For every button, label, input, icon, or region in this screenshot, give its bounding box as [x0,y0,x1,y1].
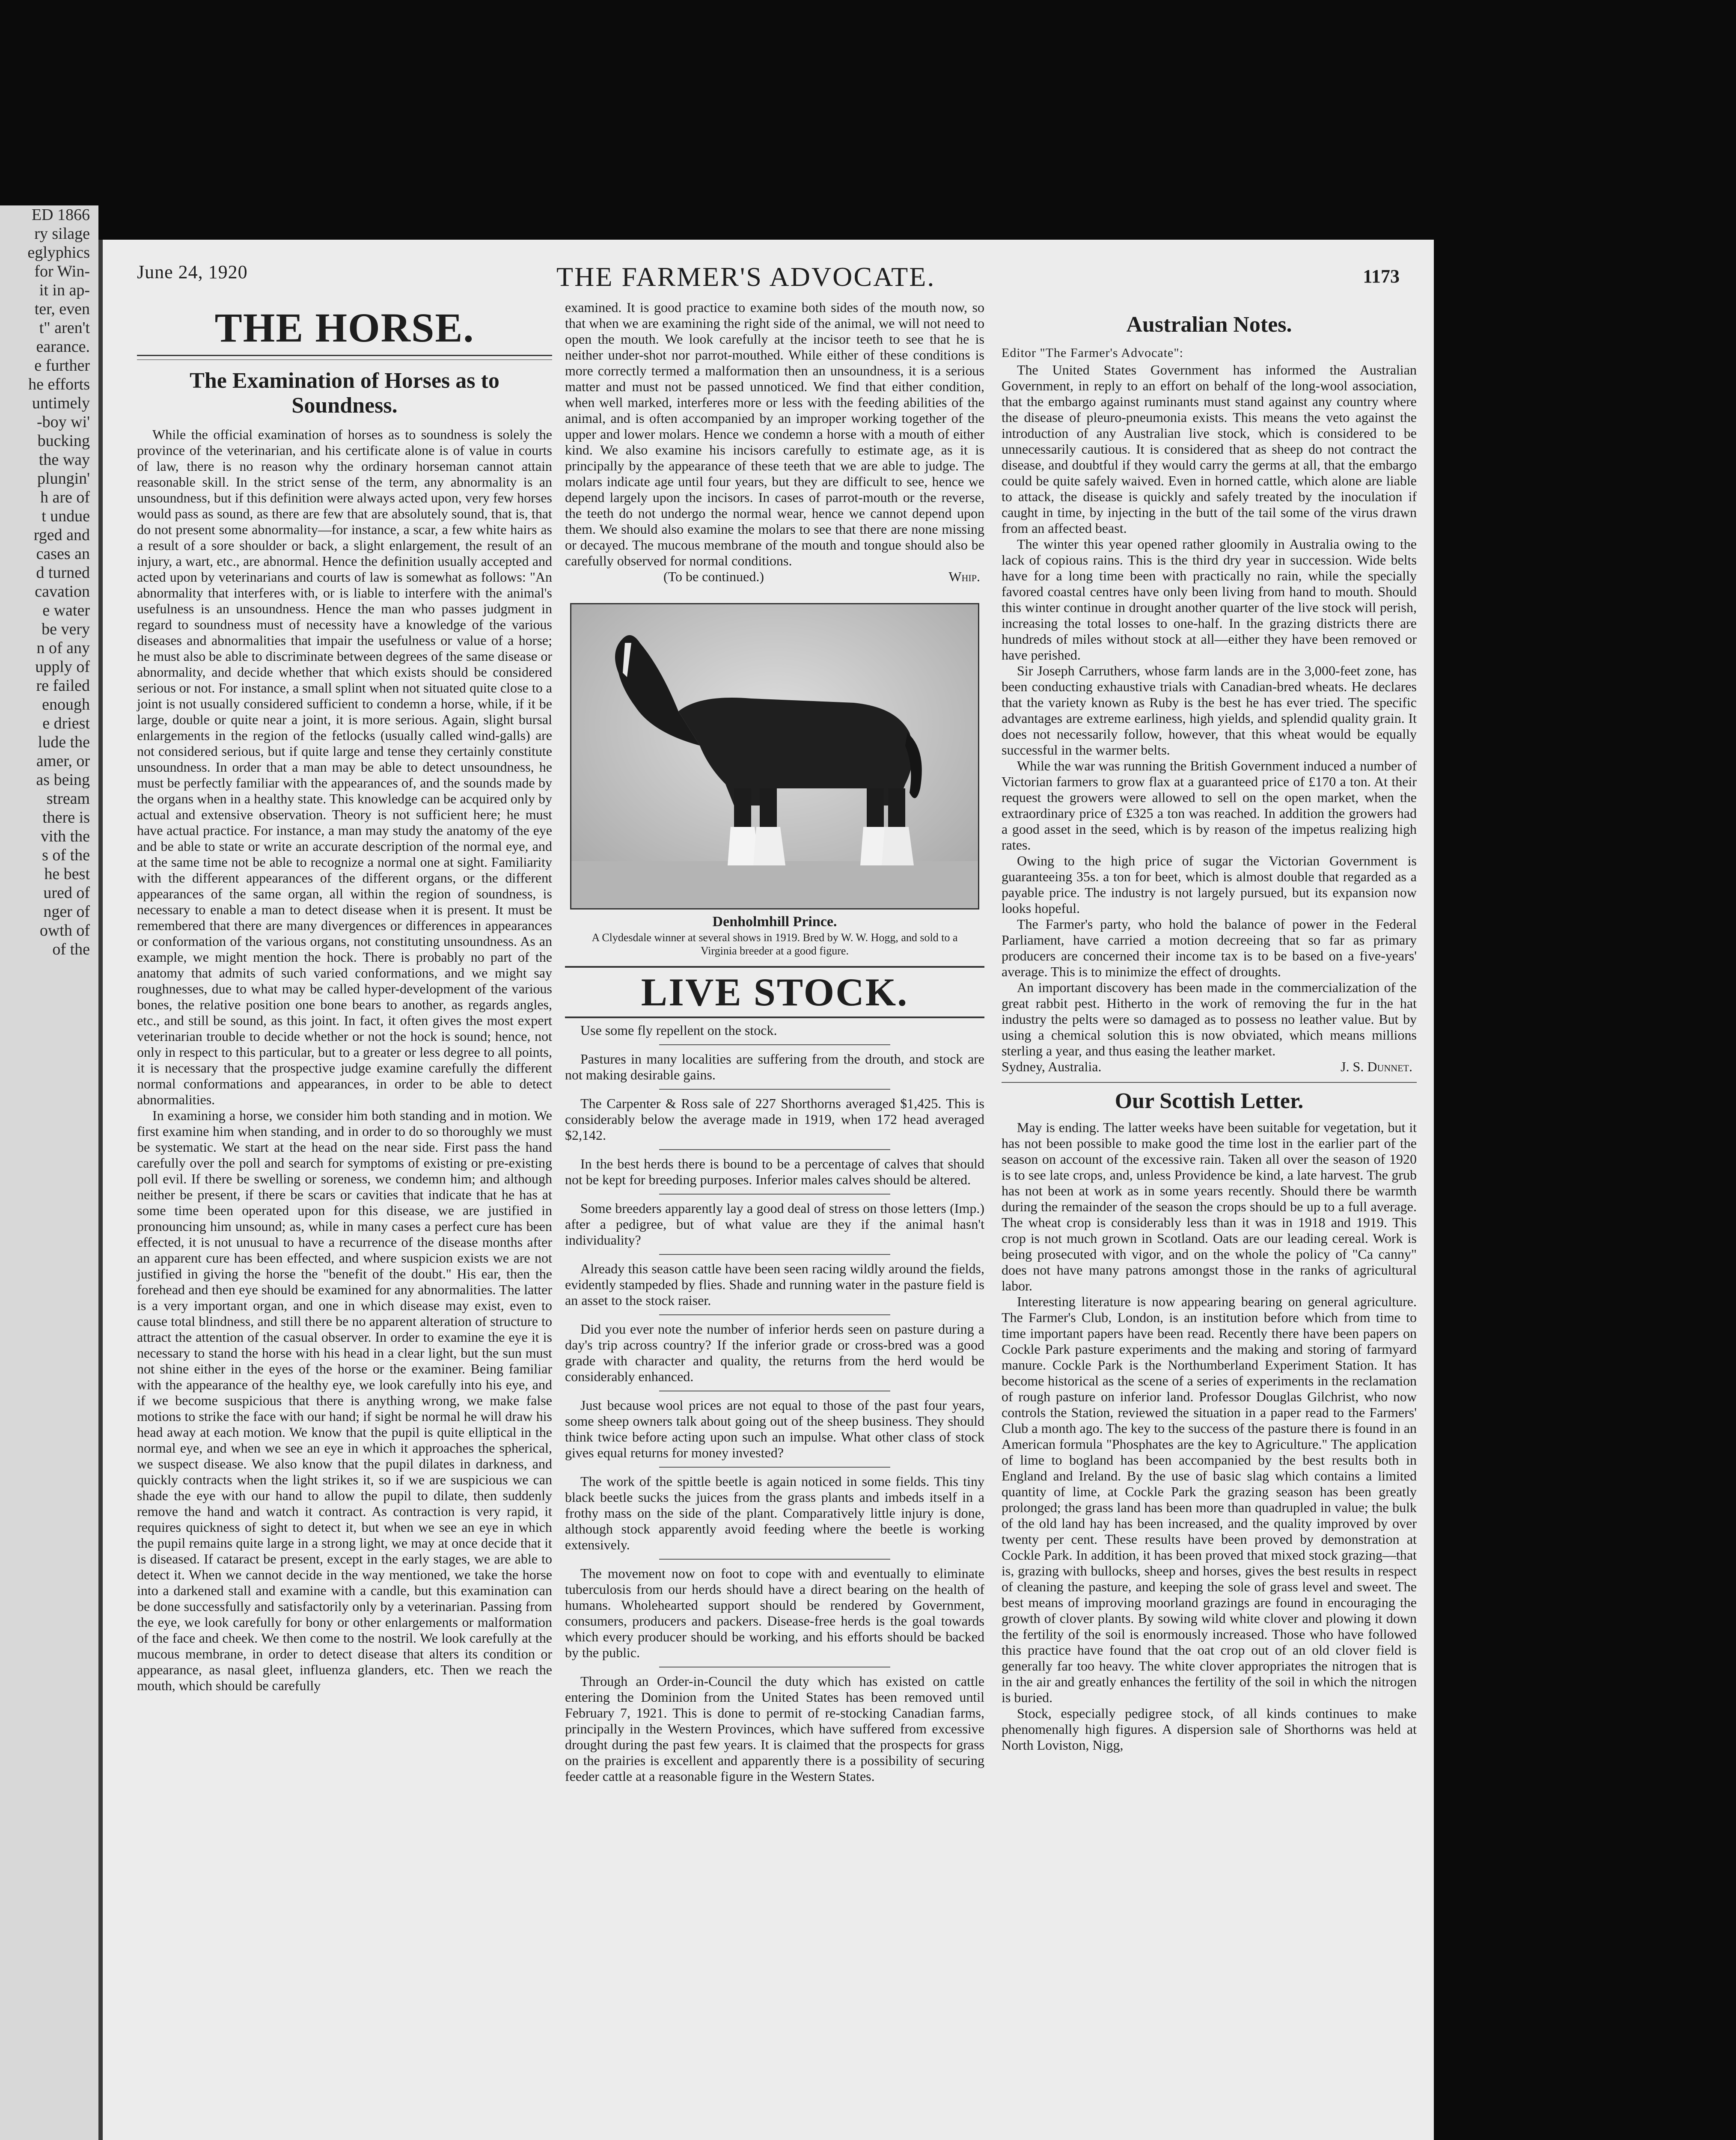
facing-page-fragment: -boy wi' [36,413,90,431]
facing-page-fragment: t" aren't [39,319,90,337]
facing-page-fragment: bucking [37,432,90,450]
facing-page-fragment: it in ap- [39,281,90,299]
facing-page-fragment: for Win- [34,262,90,280]
facing-page-fragment: h are of [40,488,90,506]
facing-page-fragment: nger of [43,903,90,921]
article-paragraph: The winter this year opened rather gloomily in Australia owing to the lack of copious rains. This is the third dry year in succession. Wide belts have for a long time been with practically no rain, while the specially favored coastal centres have only been living from hand to mouth. Should this winter continue in drought another quarter of the live stock will perish, increasing the total losses to one-half. In the grazing districts there are hundreds of miles without stock at all—either they have been removed or have perished. [1002,536,1417,663]
column-3 [1002,312,1417,1753]
divider [137,355,552,356]
facing-page-fragment: e driest [42,714,90,732]
facing-page-fragment: ter, even [34,300,90,318]
facing-page-fragment: t undue [42,507,90,525]
column-1 [137,304,552,1694]
article-paragraph: In examining a horse, we consider him both standing and in motion. We first examine him when standing, and in order to do so thoroughly we must be systematic. We start at the head on the near side. First pass the hand carefully over the poll and search for symptoms of existing or pre-existing poll evil. If there be swelling or soreness, we condemn him; and although neither be present, if there be scars or cavities that indicate that he has at some time been operated upon for this disease, we are justified in pronouncing him unsound; as, while in many cases a perfect cure has been effected, it is not unusual to have a recurrence of the disease months after an apparent cure has been effected, and where suspicion exists we are not justified in giving the horse the "benefit of the doubt." His ear, then the forehead and then eye should be examined for any abnormalities. The latter is a very important organ, and one in which disease may exist, even to cause total blindness, and still there be no apparent alteration of structure to attract the attention of the casual observer. In order to examine the eye it is necessary to stand the horse with his head in a clear light, but the sun must not shine either in the eyes of the horse or the examiner. Being familiar with the appearance of the healthy eye, we look carefully into his eye, and if we become suspicious that there is anything wrong, we make false motions to strike the face with our hand; if sight be normal he will draw his head away at each motion. We know that the pupil is quite elliptical in the normal eye, and when we see an eye in which it approaches the spherical, we suspect disease. We also know that the pupil dilates in darkness, and quickly contracts when the light strikes it, so if we are suspicious we can shade the eye with our hand to allow the pupil to dilate, then suddenly remove the hand and watch it contract. As contraction is very rapid, it requires quickness of sight to detect it, but when we see an eye in which the pupil remains quite large in a strong light, we may at once decide that it is diseased. If cataract be present, except in the early stages, we are able to detect it. When we cannot decide in the way mentioned, we take the horse into a darkened stall and examine with a candle, but this examination can be done successfully and satisfactorily only by a veterinarian. Passing from the eye, we look carefully for bony or other enlargements or malformation of the face and cheek. We then come to the nostril. We look carefully at the mucous membrane, in order to detect disease that alters its condition or appearance, as nasal gleet, influenza glanders, etc. Then we reach the mouth, which should be carefully [137,1108,552,1693]
article-paragraph: While the official examination of horses as to soundness is solely the province of the veterinarian, and his certificate alone is of value in courts of law, there is no reason why the ordinary horseman cannot attain reasonable skill. In the strict sense of the term, any abnormality is an unsoundness, but if this definition were always acted upon, very few horses would pass as sound, as there are few that are absolutely sound, that is, that do not present some abnormality—for instance, a scar, a few white hairs as a result of a sore shoulder or back, a slight enlargement, the result of an injury, a wart, etc., are abnormal. Hence the definition usually accepted and acted upon by veterinarians and courts of law is somewhat as follows: "An abnormality that interferes with, or is liable to interfere with the animal's usefulness is an unsoundness. Hence the man who passes judgment in regard to soundness must of necessity have a knowledge of the various diseases and abnormalities that impair the usefulness or value of a horse; he must also be able to discriminate between degrees of the same disease or abnormality, and decide whether that which exists should be considered serious or not. For instance, a small splint when not situated quite close to a joint is not usually considered sufficient to condemn a horse, while, if it be large, double or quite near a joint, it is more serious. Again, slight bursal enlargements in the region of the fetlocks (usually called wind-galls) are not considered serious, but if quite large and tense they certainly constitute unsoundness. In order that a man may be able to detect unsoundness, he must be perfectly familiar with the appearances of, and the sounds made by the organs when in a healthy state. This knowledge can be acquired only by actual and extensive observation. Theory is not sufficient here; he must have actual practice. For instance, a man may study the anatomy of the eye and be able to state or write an accurate description of the normal eye, and at the same time not be able to recognize a normal one at sight. Familiarity with the different appearances of the different organs, or the different appearances of the same organ, all within the region of soundness, is necessary to enable a man to detect disease when it is present. It must be remembered that there are many divergences or differences in appearances or conformation of the various organs, not constituting unsoundness. As an example, we might mention the hock. There is probably no part of the anatomy that admits of such varied conformations, and we might say roughnesses, due to what may be called hyper-development of the various bones, the relative position one bone bears to another, as regards angles, etc., and still be sound, as this joint. In fact, it often gives the most expert veterinarian trouble to decide whether or not the hock is sound; hence, not only in respect to this particular, but to a greater or less degree to all points, it is necessary that the prospective judge examine carefully the different normal conformations and appearances, in order to be able to detect abnormalities. [137,427,552,1107]
article-title: The Examination of Horses as to Soundness. [190,369,499,418]
newspaper-page [103,240,1434,2140]
signoff-name: J. S. Dunnet. [1341,1059,1412,1074]
facing-page-fragment: untimely [32,394,90,412]
facing-page-fragment: eglyphics [27,244,90,262]
facing-page-fragment: vith the [40,827,90,845]
facing-page-fragment: e water [42,601,90,619]
facing-page-fragment: plungin' [37,470,90,487]
signoff [1002,1059,1417,1076]
live-stock-note: Through an Order-in-Council the duty which has existed on cattle entering the Dominion from the United States has been removed until February 7, 1921. This is done to permit of re-stocking Canadian farms, principally in the Western Provinces, which have suffered from excessive drought during the past few years. It is claimed that the prospects for grass on the prairies is excellent and apparently there is a possibility of securing feeder cattle at a reasonable figure in the Western States. [565,1673,984,1784]
facing-page-fragment: enough [42,696,90,713]
facing-page-fragment: s of the [42,846,90,864]
facing-page-fragment: e further [34,357,90,374]
issue-date: June 24, 1920 [137,262,248,282]
section-title-live-stock: LIVE STOCK. [565,966,984,1018]
photo-caption: A Clydesdale winner at several shows in 1919. Bred by W. W. Hogg, and sold to a Virginia breeder at a good figure. [592,931,958,957]
article-paragraph: The Farmer's party, who hold the balance of power in the Federal Parliament, have carried a motion decreeing that so far as primary producers are concerned their income tax is to be based on a five-years' average. This is to minimize the effect of droughts. [1002,916,1417,979]
live-stock-note: Already this season cattle have been seen racing wildly around the fields, evidently stampeded by flies. Shade and running water in the pasture field is an asset to the stock raiser. [565,1261,984,1308]
facing-page-fragment: the way [39,451,90,469]
signoff-place: Sydney, Australia. [1002,1059,1102,1074]
facing-page-fragment: cases an [36,545,90,563]
facing-page-fragment: cavation [35,583,90,600]
facing-page-fragment: d turned [36,564,90,582]
live-stock-note: The work of the spittle beetle is again noticed in some fields. This tiny black beetle sucks the juices from the grass plants and imbeds itself in a frothy mass on the side of the plant. Comparatively little injury is done, although stock apparently avoid feeding where the beetle is working extensively. [565,1474,984,1552]
facing-page-fragment: be very [42,620,90,638]
live-stock-notes [565,1022,984,1784]
facing-page-fragment: he best [44,865,90,883]
article-paragraph: Stock, especially pedigree stock, of all kinds continues to make phenomenally high figures. A dispersion sale of Shorthorns was held at North Loviston, Nigg, [1002,1706,1417,1753]
divider [659,1314,890,1315]
article-title-scottish-letter: Our Scottish Letter. [1115,1089,1304,1113]
photo-caption-title: Denholmhill Prince. [712,914,837,930]
editor-salutation: Editor "The Farmer's Advocate": [1002,346,1183,360]
facing-page-fragment: rged and [33,526,90,544]
facing-page-fragment: earance. [36,338,90,356]
live-stock-note: The Carpenter & Ross sale of 227 Shorthorns averaged $1,425. This is considerably below the average made in 1919, when 172 head averaged $2,142. [565,1096,984,1143]
live-stock-note: Did you ever note the number of inferior herds seen on pasture during a day's trip across country? If the inferior grade or cross-bred was a good grade with character and quality, the returns from the herd would be considerably enhanced. [565,1321,984,1384]
article-paragraph: An important discovery has been made in the commercialization of the great rabbit pest. Hitherto in the work of removing the fur in the hat industry the pelts were so damaged as to possess no leather value. But by using a chemical solution this is now obviated, which means millions sterling a year, and thus easing the leather market. [1002,980,1417,1058]
facing-page-fragment: re failed [36,677,90,695]
facing-page-fragment: upply of [35,658,90,676]
facing-page-fragment: ry silage [34,225,90,243]
live-stock-note: Use some fly repellent on the stock. [580,1022,777,1038]
running-head [103,257,1434,295]
divider [659,1254,890,1255]
page-number: 1173 [1363,266,1400,287]
divider [659,1194,890,1195]
facing-page-fragment: there is [42,808,90,826]
facing-page-fragment: as being [36,771,90,789]
facing-page-fragment: of the [52,940,90,958]
live-stock-note: Some breeders apparently lay a good deal of stress on those letters (Imp.) after a pedigree, but of what value are they if the animal hasn't individuality? [565,1201,984,1248]
divider [659,1089,890,1090]
article-paragraph: Sir Joseph Carruthers, whose farm lands are in the 3,000-feet zone, has been conducting exhaustive trials with Canadian-bred wheats. He declares that the variety known as Ruby is the best he has ever tried. The specific advantages are extreme earliness, high yields, and splendid quality grain. It does not necessarily follow, however, that this wheat would be equally successful in the warmer belts. [1002,663,1417,758]
article-paragraph: The United States Government has informed the Australian Government, in reply to an effort on behalf of the long-wool association, that the embargo against ruminants must stand against any country where the disease of pleuro-pneumonia exists. This means the veto against the introduction of any Australian live stock, which is considered to be unnecessarily cautious. It is considered that as sheep do not contract the disease, and doubtful if they would carry the germs at all, that the embargo could be quite safely waived. Even in horned cattle, which alone are liable to attack, the disease is quickly and safely treated by the inoculation if caught in time, by injecting in the butt of the tail some of the virus drawn from an affected beast. [1002,362,1417,536]
facing-page-fragment: ured of [43,884,90,902]
section-title-horse: THE HORSE. [214,305,475,351]
column-2 [565,300,984,1784]
facing-page-fragment: ED 1866 [31,206,90,224]
horse-photo [570,603,979,910]
divider [659,1044,890,1045]
facing-page-fragment: amer, or [36,752,90,770]
article-paragraph: Owing to the high price of sugar the Victorian Government is guaranteeing 35s. a ton for beet, which is almost double that regarded as a payable price. The industry is not largely pursued, but its expansion now looks hopeful. [1002,853,1417,916]
live-stock-note: Just because wool prices are not equal to those of the past four years, some sheep owners talk about going out of the sheep business. They should think twice before acting upon such an impulse. What other class of stock gives equal returns for money invested? [565,1397,984,1460]
facing-page-fragment: lude the [38,733,90,751]
facing-page-edge [0,205,98,2140]
facing-page-fragment: owth of [39,921,90,939]
article-title-australian-notes: Australian Notes. [1126,312,1292,337]
photo-block [565,603,984,910]
author-byline: Whip. [948,569,980,584]
divider [659,1149,890,1150]
divider [1002,1082,1417,1083]
article-paragraph: Interesting literature is now appearing bearing on general agriculture. The Farmer's Club, London, is an institution before which from time to time important papers have been read. Recently there have been papers on Cockle Park pasture experiments and the making and storing of farmyard manure. Cockle Park is the Northumberland Experiment Station. It has become historical as the scene of a series of experiments in the reclamation of rough pasture on inferior land. Professor Douglas Gilchrist, who now controls the Station, reviewed the situation in a paper read to the Farmers' Club a month ago. The key to the success of the pasture there is found in an American formula "Phosphates are the key to Agriculture." The application of lime to bogland has been accompanied by the best results both in England and Ireland. By the use of basic slag which contains a limited quantity of lime, at Cockle Park the grazing season has been greatly prolonged; the grass land has been more than quadrupled in value; the bulk of the old land hay has been increased, and the quality improved by over twenty per cent. These results have been proved by demonstration at Cockle Park. In addition, it has been proved that mixed stock grazing—that is, grazing with bullocks, sheep and horses, gives the best results in respect of cleaning the pasture, and keeping the sole of grass level and sweet. The best means of improving moorland grazings are found in encouraging the growth of clover plants. By sowing wild white clover and plowing it down the fertility of the soil is enormously increased. Those who have followed this practice have found that the oat crop out of an old clover field is generally far too heavy. The white clover appropriates the nitrogen that is in the air and greatly enhances the fertility of the soil in which the nitrogen is buried. [1002,1294,1417,1705]
masthead: THE FARMER'S ADVOCATE. [556,262,936,292]
article-paragraph: examined. It is good practice to examine both sides of the mouth now, so that when we are examining the right side of the animal, we will not need to open the mouth. We look carefully at the incisor teeth to see that he is neither under-shot nor parrot-mouthed. While either of these conditions is more correctly termed a malformation then an unsoundness, it is a serious matter and must not be passed unnoticed. We find that either condition, when well marked, interferes more or less with the feeding abilities of the animal, and is often accompanied by an improper working together of the upper and lower molars. Hence we condemn a horse with a mouth of either kind. We also examine his incisors carefully to estimate age, as it is principally by the appearance of these teeth that we are able to judge. The molars indicate age until four years, but they are difficult to see, hence we depend largely upon the incisors. In cases of parrot-mouth or the reverse, the teeth do not undergo the normal wear, hence we cannot depend upon them. We should also examine the molars to see that there are none missing or decayed. The mucous membrane of the mouth and tongue should also be carefully observed for normal conditions. [565,300,984,568]
live-stock-note: The movement now on foot to cope with and eventually to eliminate tuberculosis from our herds should have a direct bearing on the health of humans. Wholehearted support should be rendered by Government, consumers, producers and packers. Disease-free herds is the goal towards which every producer should be working, and his efforts should be backed by the public. [565,1566,984,1660]
article-paragraph: May is ending. The latter weeks have been suitable for vegetation, but it has not been possible to make good the time lost in the earlier part of the season on account of the excessive rain. Taken all over the season of 1920 is to see late crops, and, unless Providence be kind, a late harvest. The grub has not been at work as in some years recently. Should there be warmth during the remainder of the season the crops should be up to a full average. The wheat crop is considerably less than it was in 1918 and 1919. This crop is not much grown in Scotland. Oats are our leading cereal. Work is being prosecuted with vigor, and on the whole the policy of "Ca canny" does not have many patrons amongst those in the ranks of agricultural labor. [1002,1120,1417,1293]
divider [659,1467,890,1468]
article-paragraph: While the war was running the British Government induced a number of Victorian farmers to grow flax at a guaranteed price of £170 a ton. At their request the growers were allowed to sell on the open market, when the extraordinary price of £325 a ton was reached. In addition the growers had a good asset in the seed, which is by reason of the impetus realizing high rates. [1002,758,1417,853]
facing-page-fragment: he efforts [28,375,90,393]
facing-page-fragment: n of any [36,639,90,657]
to-be-continued: (To be continued.) [663,569,764,584]
live-stock-note: In the best herds there is bound to be a percentage of calves that should not be kept for breeding purposes. Inferior males calves should be altered. [565,1156,984,1187]
facing-page-fragment: stream [46,790,90,808]
continued-note [565,569,984,586]
live-stock-note: Pastures in many localities are suffering from the drouth, and stock are not making desirable gains. [565,1051,984,1082]
divider [659,1559,890,1560]
